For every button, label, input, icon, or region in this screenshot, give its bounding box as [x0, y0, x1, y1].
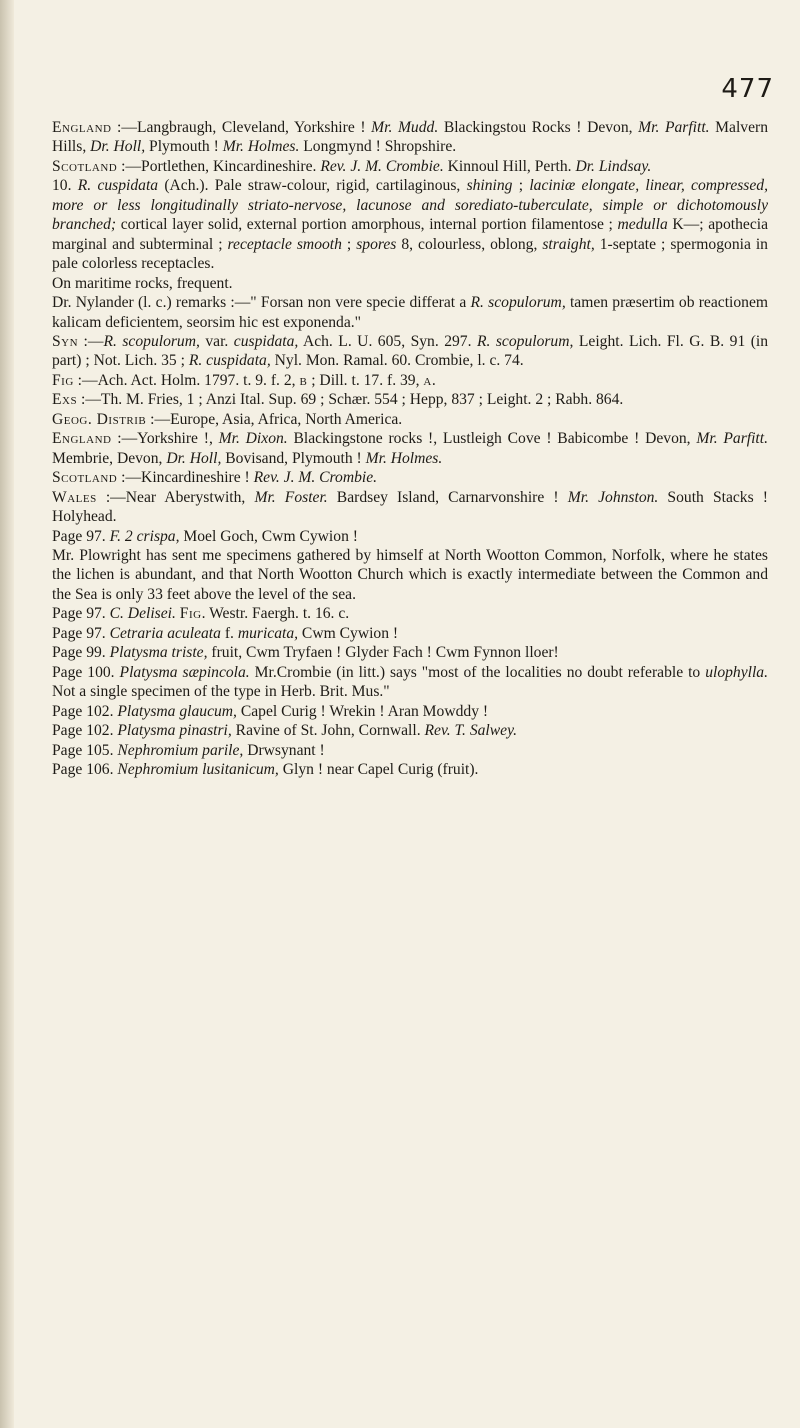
- text-run: 1-septate ; spermogonia in pale colorless receptacles.: [52, 235, 768, 273]
- text-run: Page 99.: [52, 644, 110, 662]
- text-run: ulophylla.: [705, 663, 769, 681]
- text-run: Wales: [52, 488, 97, 506]
- text-run: F. 2 crispa,: [109, 527, 180, 545]
- text-run: Scotland: [52, 469, 118, 487]
- text-run: Dr. Lindsay.: [575, 157, 652, 175]
- text-run: Page 106.: [52, 760, 118, 778]
- text-run: shining: [466, 177, 513, 195]
- text-run: Dr. Nylander (l. c.) remarks :—" Forsan non vere specie differat a: [52, 294, 471, 312]
- text-run: ;: [341, 235, 357, 253]
- paragraph: [52, 488, 768, 527]
- paragraph: [52, 527, 768, 546]
- text-run: K—; apothecia marginal and subterminal ;: [52, 216, 768, 253]
- text-run: Fig: [52, 371, 74, 389]
- paragraph: [52, 274, 768, 293]
- text-run: Page 100.: [52, 663, 120, 681]
- text-run: Capel Curig ! Wrekin ! Aran Mowddy !: [236, 702, 489, 720]
- text-run: Nephromium lusitanicum,: [117, 760, 279, 778]
- text-run: R. scopulorum,: [476, 332, 574, 350]
- text-run: cuspidata,: [233, 332, 299, 350]
- paragraph: [52, 624, 768, 643]
- text-run: (Ach.). Pale straw-colour, rigid, cartilaginous,: [158, 177, 467, 195]
- paragraph: [52, 604, 768, 623]
- text-run: Mr. Johnston.: [567, 488, 659, 506]
- paragraph: [52, 702, 768, 721]
- text-run: straight,: [542, 235, 595, 253]
- text-run: R. cuspidata: [77, 177, 159, 195]
- text-run: C. Delisei.: [109, 605, 176, 623]
- text-run: receptacle smooth: [227, 235, 342, 253]
- text-run: Leight. Lich. Fl. G. B. 91 (in part) ; Not. Lich. 35 ;: [52, 332, 769, 370]
- text-run: muricata,: [237, 624, 299, 642]
- text-run: Page 102.: [52, 702, 118, 720]
- text-run: ;: [512, 177, 530, 195]
- paragraph: [52, 118, 768, 157]
- paragraph: [52, 371, 768, 390]
- text-run: R. cuspidata,: [188, 352, 271, 370]
- text-run: South Stacks ! Holyhead.: [52, 488, 768, 526]
- text-run: Mr. Plowright has sent me specimens gathered by himself at North Wootton Common, Norfolk, where he states the lichen is abundant, and that North Wootton Church which is exactly intermediate between the Common and the Sea is only 33 feet above the level of the sea.: [52, 546, 768, 603]
- page-body: [52, 118, 768, 779]
- text-run: Membrie, Devon,: [52, 449, 167, 467]
- text-run: cortical layer solid, external portion amorphous, internal portion filamentose ;: [116, 216, 618, 234]
- text-run: Mr. Holmes.: [222, 138, 300, 156]
- text-run: Syn: [52, 332, 79, 350]
- text-run: Page 97.: [52, 527, 110, 545]
- text-run: :—: [78, 332, 104, 350]
- text-run: Nephromium parile,: [117, 741, 244, 759]
- text-run: Mr. Parfitt.: [638, 119, 710, 136]
- text-run: :—Portlethen, Kincardineshire.: [117, 157, 321, 175]
- text-run: Blackingstou Rocks ! Devon,: [438, 119, 639, 136]
- text-run: Blackingstone rocks !, Lustleigh Cove ! Babicombe ! Devon,: [287, 430, 697, 448]
- paragraph: [52, 332, 768, 371]
- text-run: Rev. J. M. Crombie.: [253, 469, 378, 487]
- text-run: 10.: [52, 177, 78, 195]
- text-run: var.: [199, 332, 234, 350]
- text-run: Platysma sæpincola.: [119, 663, 250, 681]
- text-run: On maritime rocks, frequent.: [52, 274, 233, 292]
- paragraph: [52, 663, 768, 702]
- page-gutter: [0, 0, 14, 1428]
- text-run: Platysma triste,: [109, 644, 208, 662]
- text-run: Page 97.: [52, 605, 110, 623]
- text-run: Mr. Dixon.: [218, 430, 288, 448]
- paragraph: [52, 741, 768, 760]
- text-run: . Westr. Faergh. t. 16. c.: [201, 605, 350, 623]
- text-run: 8, colourless, oblong,: [396, 235, 543, 253]
- text-run: Cetraria aculeata: [109, 624, 221, 642]
- paragraph: [52, 468, 768, 487]
- paragraph: [52, 176, 768, 273]
- text-run: Malvern Hills,: [52, 119, 768, 156]
- text-run: Plymouth !: [145, 138, 223, 156]
- text-run: tamen præsertim ob reactionem kalicam deficientem, seorsim hic est exponenda.": [52, 294, 769, 331]
- text-run: Drwsynant !: [243, 741, 325, 759]
- text-run: Page 105.: [52, 741, 118, 759]
- text-run: Mr. Parfitt.: [696, 430, 768, 448]
- page-number: 477: [721, 74, 774, 104]
- text-run: Rev. J. M. Crombie.: [320, 157, 444, 175]
- text-run: Not a single specimen of the type in Herb. Brit. Mus.": [52, 683, 390, 701]
- text-run: a.: [423, 371, 437, 389]
- text-run: b: [299, 371, 308, 389]
- text-run: Fig: [179, 605, 202, 623]
- text-run: Mr. Mudd.: [371, 119, 439, 136]
- text-run: Ach. L. U. 605, Syn. 297.: [298, 332, 477, 350]
- text-run: :—Near Aberystwith,: [96, 488, 255, 506]
- text-run: :—Yorkshire !,: [111, 430, 219, 448]
- text-run: Geog. Distrib: [52, 410, 147, 428]
- text-run: Dr. Holl,: [166, 449, 222, 467]
- text-run: Kinnoul Hill, Perth.: [443, 157, 576, 175]
- paragraph: [52, 390, 768, 409]
- text-run: laciniæ elongate, linear, compressed, more or less longitudinally striato-nervose, lacunose and sorediato-tuberculate, simple or dichotomously branched;: [52, 177, 768, 234]
- text-run: Cwm Cywion !: [298, 624, 399, 642]
- text-run: Platysma glaucum,: [117, 702, 237, 720]
- text-run: R. scopulorum,: [470, 294, 566, 312]
- paragraph: [52, 546, 768, 604]
- text-run: :—Kincardineshire !: [117, 469, 254, 487]
- text-run: Mr. Holmes.: [365, 449, 443, 467]
- text-run: Longmynd ! Shropshire.: [299, 138, 457, 156]
- text-run: :—Langbraugh, Cleveland, Yorkshire !: [111, 119, 372, 136]
- text-run: Bovisand, Plymouth !: [221, 449, 366, 467]
- text-run: England: [52, 430, 112, 448]
- paragraph: [52, 429, 768, 468]
- paragraph: [52, 760, 768, 779]
- text-run: ; Dill. t. 17. f. 39,: [307, 371, 424, 389]
- text-run: f.: [220, 624, 238, 642]
- text-run: England: [52, 119, 112, 136]
- paragraph: [52, 157, 768, 176]
- text-run: :—Ach. Act. Holm. 1797. t. 9. f. 2,: [73, 371, 300, 389]
- text-run: Nyl. Mon. Ramal. 60. Crombie, l. c. 74.: [270, 352, 524, 370]
- text-run: Bardsey Island, Carnarvonshire !: [327, 488, 568, 506]
- text-run: Mr. Foster.: [254, 488, 328, 506]
- text-run: Dr. Holl,: [90, 138, 146, 156]
- text-run: medulla: [617, 216, 668, 234]
- text-run: spores: [356, 235, 397, 253]
- text-run: Ravine of St. John, Cornwall.: [231, 722, 425, 740]
- text-run: Mr.Crombie (in litt.) says "most of the localities no doubt referable to: [249, 663, 706, 681]
- text-run: R. scopulorum,: [103, 332, 200, 350]
- text-run: :—Europe, Asia, Africa, North America.: [146, 410, 403, 428]
- text-run: :—Th. M. Fries, 1 ; Anzi Ital. Sup. 69 ; Schær. 554 ; Hepp, 837 ; Leight. 2 ; Rabh. 864.: [77, 391, 624, 409]
- text-run: Page 97.: [52, 624, 110, 642]
- text-run: fruit, Cwm Tryfaen ! Glyder Fach ! Cwm Fynnon lloer!: [207, 644, 559, 662]
- paragraph: [52, 293, 768, 332]
- text-run: Platysma pinastri,: [117, 722, 232, 740]
- text-run: Page 102.: [52, 722, 118, 740]
- text-run: Rev. T. Salwey.: [424, 722, 518, 740]
- paragraph: [52, 410, 768, 429]
- paragraph: [52, 721, 768, 740]
- paragraph: [52, 643, 768, 662]
- text-run: Scotland: [52, 157, 118, 175]
- text-run: Moel Goch, Cwm Cywion !: [179, 527, 358, 545]
- text-run: Glyn ! near Capel Curig (fruit).: [278, 760, 479, 778]
- text-run: Exs: [52, 391, 78, 409]
